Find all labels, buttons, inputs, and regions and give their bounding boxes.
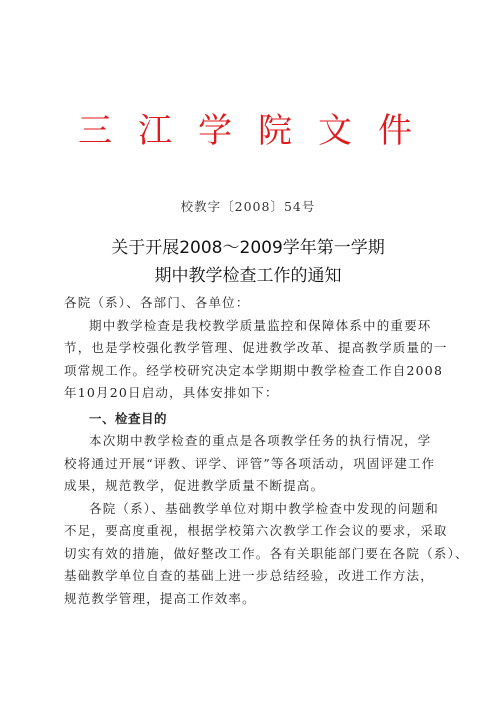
paragraph-line: 校将通过开展“评教、评学、评管”等各项活动，巩固评建工作 (64, 455, 436, 471)
notice-title-line-1: 关于开展2008～2009学年第一学期 (111, 238, 385, 258)
paragraph-line: 规范教学管理，提高工作效率。 (64, 590, 256, 606)
document-header-title: 三江学院文件 (78, 111, 438, 151)
paragraph-line: 不足，要高度重视，根据学校第六次教学工作会议的要求，采取 (64, 523, 448, 538)
paragraph-focus (64, 430, 436, 498)
paragraph-line: 各院（系）、基础教学单位对期中教学检查中发现的问题和 (89, 500, 439, 516)
paragraph-line: 年10月20日启动，具体安排如下： (64, 385, 279, 400)
paragraph-line: 期中教学检查是我校教学质量监控和保障体系中的重要环 (89, 317, 432, 333)
notice-body (64, 292, 469, 610)
paragraph-line: 基础教学单位自查的基础上进一步总结经验，改进工作方法， (64, 568, 434, 583)
section-heading-purpose: 一、检查目的 (89, 410, 168, 426)
paragraph-intro (64, 315, 448, 405)
paragraph-line: 切实有效的措施，做好整改工作。各有关职能部门要在各院（系）、 (64, 545, 469, 561)
paragraph-line: 成果，规范教学，促进教学质量不断提高。 (64, 478, 325, 493)
paragraph-line: 项常规工作。经学校研究决定本学期期中教学检查工作自2008 (64, 362, 444, 378)
notice-title (0, 234, 496, 290)
salutation: 各院（系）、各部门、各单位： (64, 295, 250, 310)
paragraph-rectification (64, 498, 469, 611)
notice-title-line-2: 期中教学检查工作的通知 (154, 266, 342, 286)
document-number: 校教字〔2008〕54号 (180, 199, 316, 214)
paragraph-line: 本次期中教学检查的重点是各项教学任务的执行情况，学 (89, 433, 432, 448)
paragraph-line: 节，也是学校强化教学管理、促进教学改革、提高教学质量的一 (64, 340, 448, 355)
